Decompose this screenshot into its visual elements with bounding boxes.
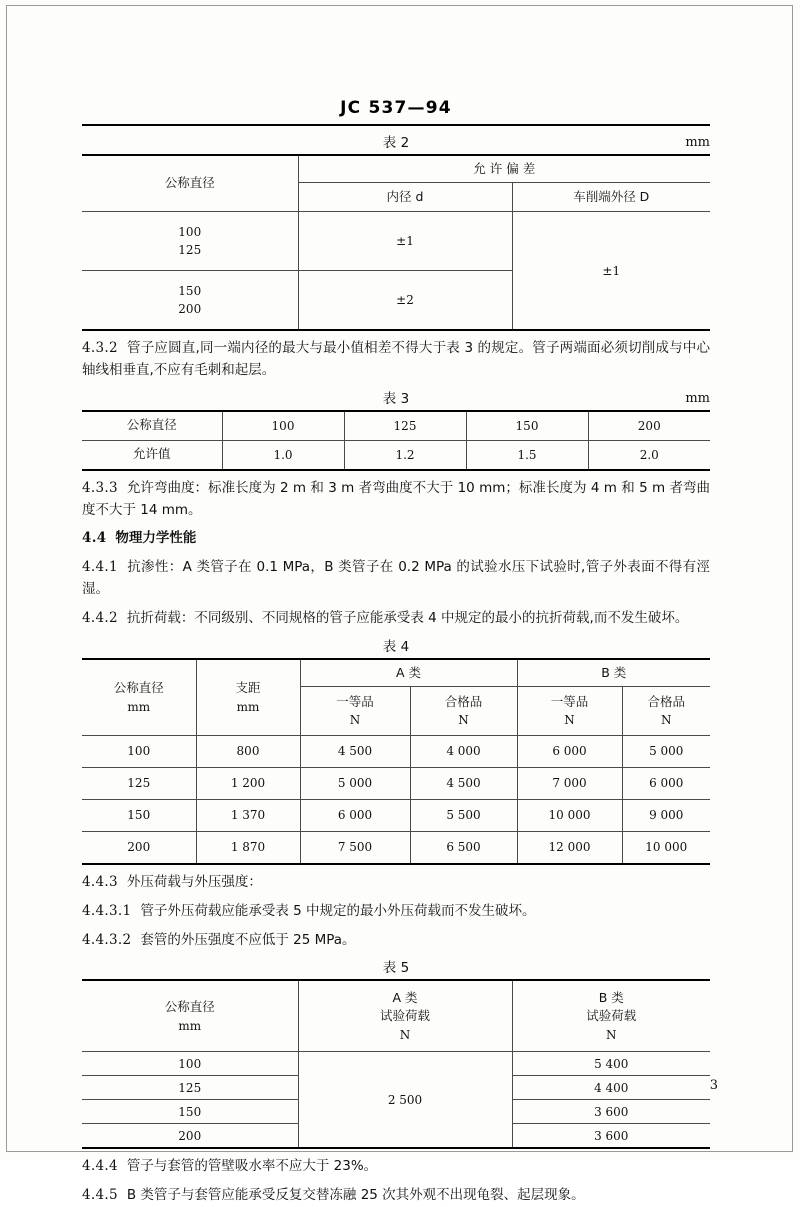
clause-4-4-4 bbox=[82, 1156, 710, 1178]
table2-diameter-value: 125 bbox=[178, 243, 202, 257]
table5-caption: 表 5 bbox=[382, 960, 410, 977]
table5-cell-class-a-load: 2 500 bbox=[298, 1052, 512, 1149]
clause-4-4-text: 物理力学性能 bbox=[115, 530, 197, 547]
table4-cell-a-first: 6 000 bbox=[300, 799, 410, 831]
table4-row bbox=[82, 735, 710, 767]
table4-header-a-first-grade-label: 一等品 bbox=[336, 693, 374, 709]
table5-header-class-a-label: A 类 bbox=[392, 989, 418, 1005]
table4-header-span bbox=[196, 659, 300, 736]
table4-cell-a-qualified: 4 000 bbox=[410, 735, 517, 767]
table4-cell-diameter: 200 bbox=[82, 831, 196, 864]
table3-cell-diameter: 200 bbox=[588, 411, 710, 441]
table2-caption: 表 2 bbox=[382, 135, 410, 151]
table4-row bbox=[82, 831, 710, 864]
table3-cell-diameter: 150 bbox=[466, 411, 588, 441]
table4-header-a-first-grade-unit: N bbox=[349, 713, 361, 728]
table4-cell-b-first: 6 000 bbox=[517, 735, 622, 767]
table4-cell-diameter: 100 bbox=[82, 735, 196, 767]
table4-cell-a-qualified: 6 500 bbox=[410, 831, 517, 864]
table5-row bbox=[82, 1052, 710, 1076]
clause-4-4-number: 4.4 bbox=[82, 530, 107, 547]
table4-header-class-b: B 类 bbox=[517, 659, 710, 687]
clause-4-4-3-1-number: 4.4.3.1 bbox=[82, 902, 132, 919]
table3-cell-allowable: 2.0 bbox=[588, 440, 710, 470]
table4-header-span-unit: mm bbox=[236, 699, 260, 714]
table4-header-nominal-diameter bbox=[82, 659, 196, 736]
table4-row bbox=[82, 767, 710, 799]
clause-4-4-3-1-text: 管子外压荷载应能承受表 5 中规定的最小外压荷载而不发生破坏。 bbox=[140, 902, 536, 919]
clause-4-3-2-number: 4.3.2 bbox=[82, 340, 118, 356]
table5-cell-class-b-load: 4 400 bbox=[512, 1076, 710, 1100]
clause-4-4-2-text: 抗折荷载：不同级别、不同规格的管子应能承受表 4 中规定的最小的抗折荷载,而不发生破坏。 bbox=[126, 610, 689, 627]
table3-cell-allowable: 1.2 bbox=[344, 440, 466, 470]
table5-cell-diameter: 100 bbox=[82, 1052, 298, 1076]
table2-header-nominal-diameter: 公称直径 bbox=[82, 155, 298, 212]
table4-cell-b-qualified: 6 000 bbox=[622, 767, 710, 799]
table4-cell-diameter: 150 bbox=[82, 799, 196, 831]
table3-caption-row bbox=[82, 388, 710, 410]
table5-cell-class-b-load: 3 600 bbox=[512, 1124, 710, 1149]
table3-row-diameter bbox=[82, 411, 710, 441]
table3-cell-allowable: 1.5 bbox=[466, 440, 588, 470]
table2-header-allowable-deviation: 允 许 偏 差 bbox=[298, 155, 710, 183]
clause-4-4-1-number: 4.4.1 bbox=[82, 559, 118, 576]
header-rule bbox=[82, 124, 710, 126]
table4-caption: 表 4 bbox=[382, 638, 410, 655]
table4-header-span-label: 支距 bbox=[235, 680, 261, 695]
table2-cell-diameters bbox=[82, 212, 298, 271]
table5-header-nominal-diameter-unit: mm bbox=[178, 1018, 202, 1033]
clause-4-4 bbox=[82, 528, 710, 550]
table5-cell-diameter: 150 bbox=[82, 1100, 298, 1124]
table2-diameter-value: 100 bbox=[178, 225, 202, 239]
clause-4-3-3 bbox=[82, 478, 710, 522]
page-content bbox=[82, 0, 710, 1207]
table4-cell-span: 1 200 bbox=[196, 767, 300, 799]
clause-4-4-3-2-number: 4.4.3.2 bbox=[82, 931, 132, 948]
standard-number-header: JC 537—94 bbox=[340, 98, 452, 118]
table4-header-a-qualified-label: 合格品 bbox=[444, 693, 483, 709]
table4-cell-b-qualified: 5 000 bbox=[622, 735, 710, 767]
table2-cell-diameters bbox=[82, 271, 298, 331]
table4-header-nominal-diameter-label: 公称直径 bbox=[113, 680, 164, 695]
table5-header-nominal-diameter-label: 公称直径 bbox=[164, 999, 215, 1015]
table2-diameter-value: 150 bbox=[178, 284, 202, 298]
table3-unit: mm bbox=[685, 390, 710, 406]
clause-4-3-3-number: 4.3.3 bbox=[82, 479, 118, 496]
table4-header-a-qualified-unit: N bbox=[458, 713, 469, 728]
table4-header-a-qualified bbox=[410, 686, 517, 735]
table5-header-nominal-diameter bbox=[82, 980, 298, 1052]
table3-label-nominal-diameter: 公称直径 bbox=[82, 411, 222, 441]
table4-header-b-first-grade bbox=[517, 686, 622, 735]
table5-header-class-a-test-load: 试验荷载 bbox=[379, 1008, 430, 1024]
table5-header-class-a-unit: N bbox=[399, 1028, 411, 1043]
clause-4-3-2 bbox=[82, 338, 710, 382]
table4-header-a-first-grade bbox=[300, 686, 410, 735]
table4-cell-span: 800 bbox=[196, 735, 300, 767]
clause-4-4-3-1 bbox=[82, 901, 710, 923]
table2-row bbox=[82, 212, 710, 271]
table5-header-class-b-test-load: 试验荷载 bbox=[586, 1008, 637, 1024]
table3-caption: 表 3 bbox=[382, 390, 410, 407]
clause-4-4-3-text: 外压荷载与外压强度： bbox=[126, 873, 262, 890]
table3 bbox=[82, 410, 710, 471]
table4-header-b-qualified-label: 合格品 bbox=[647, 693, 685, 709]
table4-cell-span: 1 370 bbox=[196, 799, 300, 831]
clause-4-3-2-text: 管子应圆直,同一端内径的最大与最小值相差不得大于表 3 的规定。管子两端面必须切削成与中心轴线相垂直,不应有毛刺和起层。 bbox=[82, 340, 710, 378]
clause-4-3-3-text: 允许弯曲度：标准长度为 2 m 和 3 m 者弯曲度不大于 10 mm；标准长度为 4 m 和 5 m 者弯曲度不大于 14 mm。 bbox=[82, 479, 710, 518]
table4-header-b-qualified bbox=[622, 686, 710, 735]
table2-cell-inner: ±1 bbox=[298, 212, 512, 271]
clause-4-4-5 bbox=[82, 1185, 710, 1207]
table3-cell-diameter: 125 bbox=[344, 411, 466, 441]
table3-row-allowable bbox=[82, 440, 710, 470]
table4-cell-span: 1 870 bbox=[196, 831, 300, 864]
clause-4-4-1 bbox=[82, 557, 710, 601]
table4-cell-b-first: 10 000 bbox=[517, 799, 622, 831]
clause-4-4-5-text: B 类管子与套管应能承受反复交替冻融 25 次其外观不出现龟裂、起层现象。 bbox=[126, 1187, 585, 1204]
table5-cell-diameter: 125 bbox=[82, 1076, 298, 1100]
table4-cell-b-qualified: 10 000 bbox=[622, 831, 710, 864]
table4-cell-diameter: 125 bbox=[82, 767, 196, 799]
table4-row bbox=[82, 799, 710, 831]
table3-cell-diameter: 100 bbox=[222, 411, 344, 441]
table5-cell-class-b-load: 5 400 bbox=[512, 1052, 710, 1076]
table5-header-class-b-unit: N bbox=[606, 1028, 617, 1043]
clause-4-4-4-number: 4.4.4 bbox=[82, 1158, 118, 1175]
clause-4-4-3-number: 4.4.3 bbox=[82, 873, 118, 890]
table3-cell-allowable: 1.0 bbox=[222, 440, 344, 470]
table4-caption-row bbox=[82, 636, 710, 658]
table4-cell-a-first: 4 500 bbox=[300, 735, 410, 767]
table4-header-class-a: A 类 bbox=[300, 659, 517, 687]
table4-header-b-first-grade-label: 一等品 bbox=[550, 693, 589, 709]
table4-header-row-1 bbox=[82, 659, 710, 687]
table5-header-class-b bbox=[512, 980, 710, 1052]
clause-4-4-4-text: 管子与套管的管壁吸水率不应大于 23%。 bbox=[126, 1158, 378, 1175]
table4-cell-a-first: 7 500 bbox=[300, 831, 410, 864]
table5-header-row bbox=[82, 980, 710, 1052]
table3-label-allowable-value: 允许值 bbox=[82, 440, 222, 470]
table2 bbox=[82, 154, 710, 331]
clause-4-4-3 bbox=[82, 872, 710, 894]
table2-cell-outer: ±1 bbox=[512, 212, 710, 331]
clause-4-4-3-2-text: 套管的外压强度不应低于 25 MPa。 bbox=[140, 931, 356, 948]
table5-header-class-b-label: B 类 bbox=[598, 989, 624, 1005]
table4-cell-b-qualified: 9 000 bbox=[622, 799, 710, 831]
table4-cell-a-first: 5 000 bbox=[300, 767, 410, 799]
table2-diameter-value: 200 bbox=[178, 302, 202, 316]
table4-cell-a-qualified: 4 500 bbox=[410, 767, 517, 799]
table5-cell-class-b-load: 3 600 bbox=[512, 1100, 710, 1124]
page-number: 3 bbox=[709, 1078, 718, 1093]
clause-4-4-2 bbox=[82, 608, 710, 630]
table2-caption-row bbox=[82, 132, 710, 154]
table5-cell-diameter: 200 bbox=[82, 1124, 298, 1149]
table2-header-inner-diameter: 内径 d bbox=[298, 183, 512, 212]
table2-unit: mm bbox=[685, 135, 710, 150]
clause-4-4-1-text: 抗渗性：A 类管子在 0.1 MPa，B 类管子在 0.2 MPa 的试验水压下试验时,管子外表面不得有涇湿。 bbox=[82, 559, 710, 598]
clause-4-4-5-number: 4.4.5 bbox=[82, 1187, 118, 1204]
table4-header-nominal-diameter-unit: mm bbox=[127, 699, 151, 714]
table4 bbox=[82, 658, 710, 865]
table4-header-b-first-grade-unit: N bbox=[564, 713, 575, 728]
clause-4-4-2-number: 4.4.2 bbox=[82, 610, 118, 627]
clause-4-4-3-2 bbox=[82, 930, 710, 952]
table4-cell-b-first: 7 000 bbox=[517, 767, 622, 799]
table5-caption-row bbox=[82, 957, 710, 979]
table2-header-row-1 bbox=[82, 155, 710, 183]
table5-header-class-a bbox=[298, 980, 512, 1052]
table4-cell-b-first: 12 000 bbox=[517, 831, 622, 864]
table4-header-b-qualified-unit: N bbox=[661, 713, 672, 728]
table2-header-outer-diameter: 车削端外径 D bbox=[512, 183, 710, 212]
table4-cell-a-qualified: 5 500 bbox=[410, 799, 517, 831]
table5 bbox=[82, 979, 710, 1149]
table2-cell-inner: ±2 bbox=[298, 271, 512, 331]
